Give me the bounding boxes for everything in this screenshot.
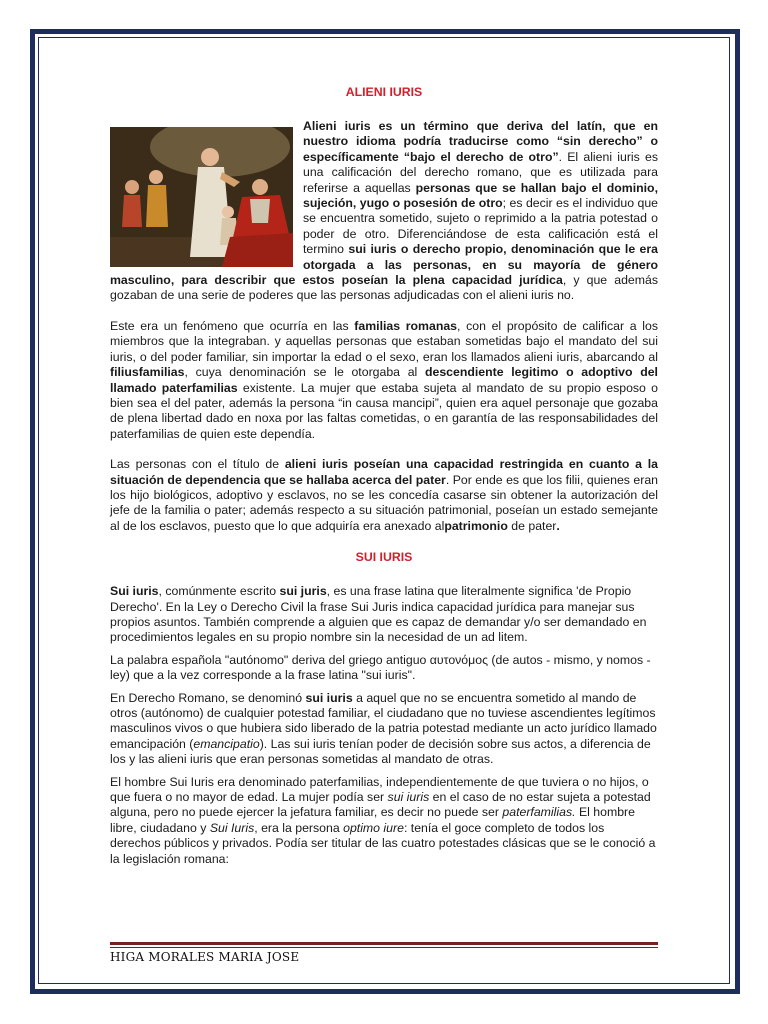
alieni-p2-s4: , cuya denominación se le otorgaba al xyxy=(184,365,425,380)
alieni-p3-s4: de pater xyxy=(507,518,557,533)
alieni-p1-s5: , y que además gozaban de una serie de poderes que las personas adjudicadas con el alieni iuris no. xyxy=(110,273,658,303)
sui-paragraph-2 xyxy=(110,653,658,684)
painting-image xyxy=(110,127,293,267)
alieni-paragraph-3 xyxy=(110,457,658,534)
alieni-p3-s3: patrimonio xyxy=(444,518,508,533)
alieni-p2-s2: , con el propósito de calificar a los miembros que la integraban. y aquellas personas que estaban sometidas bajo el mandato del sui iuris, o del poder familiar, sin importar la edad o el sexo, eran los llamados alieni iuris, abarcando al xyxy=(110,318,658,364)
sui-paragraph-4 xyxy=(110,775,658,867)
alieni-paragraph-2 xyxy=(110,319,658,442)
document-body xyxy=(110,84,658,867)
sui-p1-s1: , comúnmente escrito xyxy=(158,584,280,599)
sui-p4-s4: El hombre libre, ciudadano y xyxy=(110,805,635,835)
alieni-p3-s2: . Por ende es que los filii, quienes eran los hijo biológicos, adoptivo y esclavos, no se les concedía casarse sin obtener la autorización del jefe de la familia o pater; además respecto a su situación patrimonial, poseían un estado semejante al de los esclavos, puesto que lo que adquiría era anexado al xyxy=(110,472,658,533)
alieni-p1-s0: Alieni iuris es un término que deriva del latín, que en nuestro idioma podría traducirse como “sin derecho” o específicamente “bajo el derecho de otro” xyxy=(303,119,658,164)
sui-p3-s4: ). Las sui iuris tenían poder de decisión sobre sus actos, a diferencia de los y las alieni iuris que eran personas sometidas al mandato de otras. xyxy=(110,736,651,767)
alieni-p1-s4: sui iuris o derecho propio, denominación que le era otorgada a las personas, en su mayoría de género masculino, para describir que estos poseían la plena capacidad jurídica xyxy=(110,242,658,288)
sui-p4-s3: paterfamilias. xyxy=(502,805,576,820)
alieni-p3-s1: alieni iuris poseían una capacidad restringida en cuanto a la situación de dependencia que se hallaba acerca del pater xyxy=(110,457,658,487)
alieni-p2-s3: filiusfamilias xyxy=(110,365,185,380)
alieni-p2-s0: Este era un fenómeno que ocurría en las xyxy=(110,318,355,333)
sui-p4-s5: Sui Iuris xyxy=(209,820,255,835)
sui-p4-s8: : tenía el goce completo de todos los derechos públicos y privados. Podía ser titular de las cuatro potestades clásicas que se le conoció a la legislación romana: xyxy=(110,820,656,866)
sui-p3-s2: a aquel que no se encuentra sometido al mando de otros (autónomo) de cualquier potestad familiar, el ciudadano que no tuviese ascendientes legítimos masculinos vivos o que hubiera sido liberado de la patria potestad mediante un acto jurídico llamado emancipación ( xyxy=(110,690,657,751)
sui-p4-s2: en el caso de no estar sujeta a potestad alguna, pero no puede ejercer la jefatura familiar, es decir no puede ser xyxy=(110,790,651,820)
footer-rule-thin xyxy=(110,947,658,948)
alieni-p2-s6: existente. La mujer que estaba sujeta al mandato de su propio esposo o bien sea el del pater, además la persona “in causa mancipi”, quien era aquel personaje que gozaba de plena libertad dado en noxa por las faltas cometidas, o en garantía de las responsabilidades del paterfamilias de quien este dependía. xyxy=(110,380,658,441)
sui-p4-s6: , era la persona xyxy=(254,820,344,835)
footer-rule-thick xyxy=(110,942,658,945)
alieni-p1-s1: . El alieni iuris es una calificación del derecho romano, que es utilizada para referirse a aquellas xyxy=(303,149,658,195)
alieni-p1-s3: ; es decir es el individuo que se encuentra sometido, sujeto o reprimido a la patria potestad o poder de otro. Diferenciándose de esta calificación está el termino xyxy=(303,196,658,257)
alieni-p2-s1: familias romanas xyxy=(354,318,458,333)
alieni-p2-s5: descendiente legitimo o adoptivo del llamado paterfamilias xyxy=(110,365,658,395)
sui-p3-s3: emancipatio xyxy=(193,736,260,751)
sui-p1-s2: sui juris xyxy=(279,584,327,599)
sui-p1-s0: Sui iuris xyxy=(110,584,159,599)
alieni-p3-s5: . xyxy=(556,518,560,533)
section-title-sui-iuris: SUI IURIS xyxy=(355,550,413,565)
sui-p3-s0: En Derecho Romano, se denominó xyxy=(110,690,306,705)
sui-p4-s1: sui iuris xyxy=(387,790,430,805)
painting-illustration xyxy=(110,127,293,267)
footer-author: HIGA MORALES MARIA JOSE xyxy=(110,950,300,964)
sui-paragraph-1 xyxy=(110,584,658,646)
sui-p2-s0: La palabra española "autónomo" deriva del griego antiguo αυτονόμος (de autos - mismo, y nomos - ley) que a la vez corresponde a la frase latina "sui iuris". xyxy=(110,652,651,683)
sui-p3-s1: sui iuris xyxy=(305,690,353,705)
alieni-p3-s0: Las personas con el título de xyxy=(110,457,285,472)
alieni-p1-s2: personas que se hallan bajo el dominio, sujeción, yugo o posesión de otro xyxy=(303,180,658,211)
section-title-alieni-iuris: ALIENI IURIS xyxy=(345,85,423,99)
sui-p1-s3: , es una frase latina que literalmente significa 'de Propio Derecho'. En la Ley o Derecho Civil la frase Sui Juris indica capacidad jurídica para manejar sus propios asuntos. También comprende a alguien que es capaz de demandar y/o ser demandado en procedimientos legales en su propio nombre sin la necesidad de un ad litem. xyxy=(110,584,647,645)
sui-p4-s7: optimo iure xyxy=(343,820,404,835)
sui-paragraph-3 xyxy=(110,691,658,768)
sui-p4-s0: El hombre Sui Iuris era denominado paterfamilias, independientemente de que tuviera o no hijos, o que fuera o no mayor de edad. La mujer podía ser xyxy=(110,774,649,805)
